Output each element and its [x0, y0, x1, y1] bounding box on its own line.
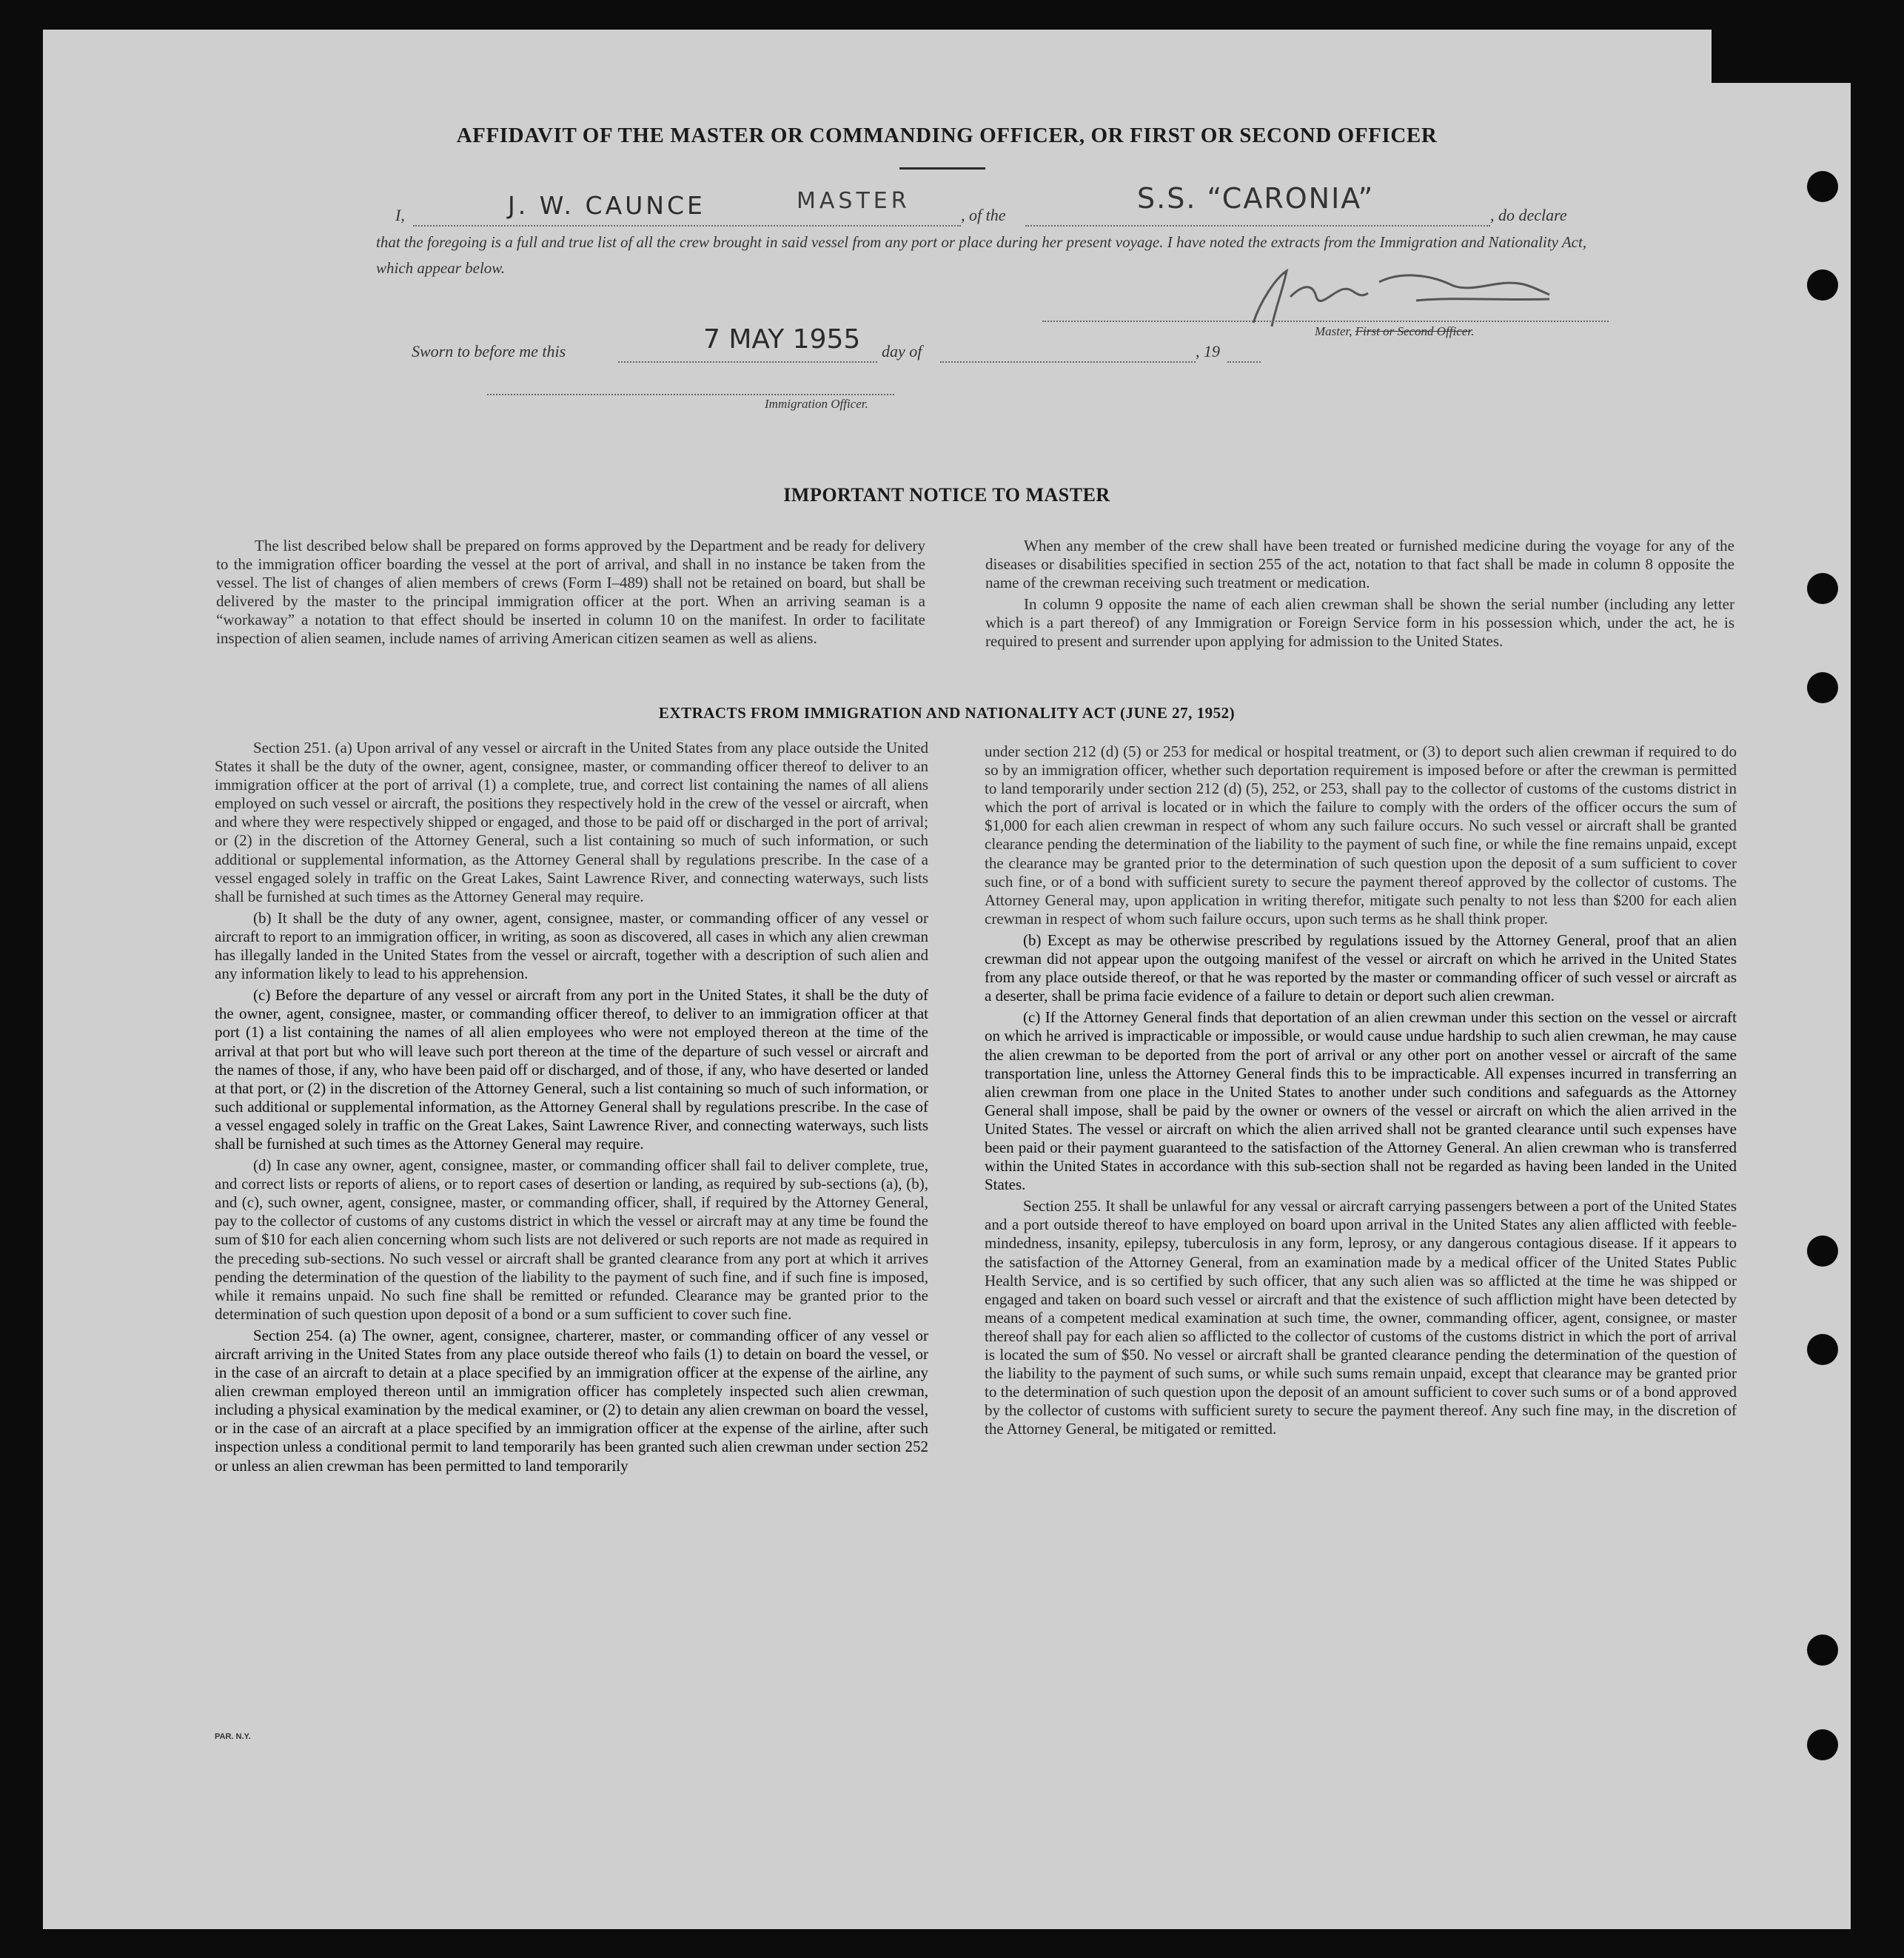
do-declare-label: , do declare: [1490, 206, 1567, 224]
year-prefix: , 19: [1196, 342, 1220, 361]
extracts-left-column: [215, 739, 928, 1478]
binder-hole: [1807, 1334, 1838, 1365]
notice-right-column: [985, 537, 1734, 654]
master-name-handwritten: J. W. CAUNCE: [508, 191, 705, 220]
affidavit-title: AFFIDAVIT OF THE MASTER OR COMMANDING OFFICER, OR FIRST OR SECOND OFFICER: [456, 124, 1438, 147]
sworn-prefix: Sworn to before me this: [412, 342, 566, 361]
section-254a-continuation: under section 212 (d) (5) or 253 for medical or hospital treatment, or (3) to deport such alien crewman if required to do so by an immigration officer, whether such deportation requirement is imposed before or after the crewman is permitted to land temporarily under section 212 (d) (5), 252, or 253, shall pay to the collector of customs of the customs district in which the port of arrival is located or in which the failure to comply with the orders of the officer occurs the sum of $1,000 for each alien crewman in respect of whom any such failure occurs. No such vessel or aircraft shall be granted clearance pending the determination of the liability to the payment of such fine, or while the fine remains unpaid, except the clearance may be granted prior to the determination of such question upon the deposit of a sum sufficient to cover such fine, or of a bond with sufficient surety to secure the payment thereof approved by the collector of customs. The Attorney General may, upon application in writing therefor, mitigate such penalty to not less than $200 for each alien crewman in respect of whom such failure occurs, upon such terms as he shall think proper.: [985, 742, 1737, 928]
notice-paragraph: In column 9 opposite the name of each alien crewman shall be shown the serial number (including any letter which is a part thereof) of any Immigration or Foreign Service form in his possession which, under the act, he is required to present and surrender upon applying for admission to the United States.: [985, 595, 1734, 651]
section-251a-paragraph: Section 251. (a) Upon arrival of any vessel or aircraft in the United States from any place outside the United States it shall be the duty of the owner, agent, consignee, master, or commanding officer thereof to deliver to an immigration officer at the port of arrival (1) a complete, true, and correct list containing the names of all aliens employed on such vessel or aircraft, the positions they respectively hold in the crew of the vessel or aircraft, when and where they were respectively shipped or engaged, and those to be paid off or discharged in the port of arrival; or (2) in the discretion of the Attorney General, such a list containing so much of such information, or such additional or supplemental information, as the Attorney General shall by regulations prescribe. In the case of a vessel engaged solely in traffic on the Great Lakes, Saint Lawrence River, and connecting waterways, such lists shall be furnished at such times as the Attorney General may require.: [215, 739, 928, 905]
binder-hole: [1807, 171, 1838, 202]
section-254c-paragraph: (c) If the Attorney General finds that deportation of an alien crewman under this section on the vessel or aircraft on which he arrived is impracticable or impossible, or would cause undue hardship to such alien crewman, he may cause the alien crewman to be deported from the port of arrival or any other port on another vessel or aircraft of the same transportation line, unless the Attorney General finds this to be impracticable. All expenses incurred in transferring an alien crewman from one place in the United States to another under such conditions and safeguards as the Attorney General shall impose, shall be paid by the owner or owners of the vessel or aircraft on which the alien arrived in the United States. The vessel or aircraft on which the alien arrived shall not be granted clearance until such expenses have been paid or their payment guaranteed to the satisfaction of the Attorney General. An alien crewman who is transferred within the United States in accordance with this sub-section shall not be regarded as having been landed in the United States.: [985, 1008, 1737, 1194]
document-page: [43, 30, 1851, 1929]
signature-label-struck: First or Second Officer: [1355, 324, 1472, 338]
page-corner-cutout: [1712, 30, 1904, 83]
notice-left-column: [216, 537, 925, 651]
section-251c-paragraph: (c) Before the departure of any vessel or aircraft from any port in the United States, it shall be the duty of the owner, agent, consignee, master, or commanding officer thereof, to deliver to an immigration officer at that port (1) a list containing the names of all alien employees who were not employed thereon at the time of the arrival at that port but who will leave such port thereon at the time of the departure of such vessel or aircraft and the names of those, if any, who have been paid off or discharged, and of those, if any, who have deserted or landed at that port, or (2) in the discretion of the Attorney General, such a list containing so much of such information, or such additional or supplemental information, as the Attorney General shall by regulations prescribe. In the case of a vessel engaged solely in traffic on the Great Lakes, Saint Lawrence River, and connecting waterways, such lists shall be furnished at such times as the Attorney General may require.: [215, 986, 928, 1153]
vessel-stamp: S.S. “CARONIA”: [1137, 182, 1375, 215]
section-254b-paragraph: (b) Except as may be otherwise prescribed by regulations issued by the Attorney General, proof that an alien crewman did not appear upon the outgoing manifest of the vessel or aircraft on which he arrived in the United States from any place outside thereof, or that he was reported by the master or commanding officer of such vessel or aircraft as a deserter, shall be prima facie evidence of a failure to detain or deport such alien crewman.: [985, 931, 1737, 1005]
signature-label-master: Master,: [1315, 324, 1355, 338]
binder-hole: [1807, 672, 1838, 703]
rank-stamp: MASTER: [797, 188, 911, 214]
date-stamp: 7 MAY 1955: [703, 324, 861, 355]
name-field-line: [413, 225, 961, 227]
month-field-line: [940, 361, 1196, 363]
notice-paragraph: The list described below shall be prepared on forms approved by the Department and be ready for delivery to the immigration officer boarding the vessel at the port of arrival, and shall in no instance be taken from the vessel. The list of changes of alien members of crews (Form I–489) shall not be retained on board, but shall be delivered by the master to the principal immigration officer at the port. When an arriving seaman is a “workaway” a notation to that effect should be inserted in column 10 on the manifest. In order to facilitate inspection of alien seamen, include names of arriving American citizen seamen as well as aliens.: [216, 537, 925, 648]
notice-title: IMPORTANT NOTICE TO MASTER: [783, 484, 1110, 506]
binder-hole: [1807, 1236, 1838, 1267]
immigration-officer-label: Immigration Officer.: [765, 397, 868, 411]
section-251d-paragraph: (d) In case any owner, agent, consignee, master, or commanding officer shall fail to deliver complete, true, and correct lists or reports of aliens, or to report cases of desertion or landing, as required by sub-sections (a), (b), and (c), such owner, agent, consignee, master, or commanding officer, shall, if required by the Attorney General, pay to the collector of customs of any customs district in which the vessel or aircraft may at any time be found the sum of $10 for each alien concerning whom such lists are not delivered or such reports are not made as required in the preceding sub-sections. No such vessel or aircraft shall be granted clearance from any port at which it arrives pending the determination of the question of the liability to the payment of such fine, and if such fine is imposed, while it remains unpaid. No such fine shall be remitted or refunded. Clearance may be granted prior to the determination of such question upon deposit of a bond or a sum sufficient to cover such fine.: [215, 1156, 928, 1323]
printer-mark: PAR. N.Y.: [215, 1732, 251, 1741]
declaration-prefix: I,: [395, 206, 405, 224]
binder-hole: [1807, 1635, 1838, 1666]
section-255-paragraph: Section 255. It shall be unlawful for any vessal or aircraft carrying passengers between a port of the United States and a port outside thereof to have employed on board upon arrival in the United States any alien afflicted with feeble-mindedness, insanity, epilepsy, tuberculosis in any form, leprosy, or any dangerous contagious disease. If it appears to the satisfaction of the Attorney General, from an examination made by a medical officer of the United States Public Health Service, and is so certified by such officer, that any such alien was so afflicted at the time he was shipped or engaged and taken on board such vessel or aircraft and that the existence of such affliction might have been detected by means of a competent medical examination at such time, the owner, commanding officer, agent, consignee, or master thereof shall pay for each alien so afflicted to the collector of customs of the customs district in which the port of arrival is located the sum of $50. No vessel or aircraft shall be granted clearance pending the determination of the question of the liability to the payment of such sums, or while such sums remain unpaid, except that clearance may be granted prior to the determination of such question upon the deposit of an amount sufficient to cover such sums or of a bond approved by the collector of customs with sufficient surety to secure the payment thereof. Any such fine may, in the discretion of the Attorney General, be mitigated or remitted.: [985, 1197, 1737, 1438]
extracts-title: EXTRACTS FROM IMMIGRATION AND NATIONALITY ACT (JUNE 27, 1952): [658, 704, 1236, 722]
declaration-text: that the foregoing is a full and true list of all the crew brought in said vessel from any port or place during her present voyage. I have noted the extracts from the Immigration and Nationality Act, which appear below.: [376, 233, 1587, 277]
binder-hole: [1807, 1729, 1838, 1760]
section-254a-paragraph: Section 254. (a) The owner, agent, consignee, charterer, master, or commanding officer of any vessel or aircraft arriving in the United States from any place outside thereof who fails (1) to detain on board the vessel, or in the case of an aircraft to detain at a place specified by an immigration officer at the expense of the airline, any alien crewman employed thereon until an immigration officer has completely inspected such alien crewman, including a physical examination by the medical examiner, or (2) to detain any alien crewman on board the vessel, or in the case of an aircraft at a place specified by an immigration officer at the expense of the airline, after such inspection unless a conditional permit to land temporarily has been granted such alien crewman under section 252 or unless an alien crewman has been permitted to land temporarily: [215, 1326, 928, 1475]
notice-paragraph: When any member of the crew shall have been treated or furnished medicine during the voyage for any of the diseases or disabilities specified in section 255 of the act, notation to that fact shall be made in column 8 opposite the name of the crewman receiving such treatment or medication.: [985, 537, 1734, 592]
signature-label-period: .: [1471, 324, 1475, 338]
binder-hole: [1807, 573, 1838, 604]
binder-hole: [1807, 269, 1838, 301]
title-rule: [899, 167, 985, 170]
sworn-date-line: [618, 361, 877, 363]
signature-label: [1315, 324, 1474, 339]
extracts-right-column: [985, 742, 1737, 1441]
day-of-label: day of: [882, 342, 922, 361]
of-the-label: , of the: [961, 206, 1006, 224]
signature-line: [1042, 321, 1609, 322]
section-251b-paragraph: (b) It shall be the duty of any owner, agent, consignee, master, or commanding officer of any vessel or aircraft to report to an immigration officer, in writing, as soon as discovered, all cases in which any alien crewman has illegally landed in the United States from the vessel or aircraft, together with a description of such alien and any information likely to lead to his apprehension.: [215, 908, 928, 983]
vessel-field-line: [1025, 225, 1490, 227]
officer-signature-line: [487, 394, 894, 395]
year-field-line: [1227, 361, 1261, 363]
